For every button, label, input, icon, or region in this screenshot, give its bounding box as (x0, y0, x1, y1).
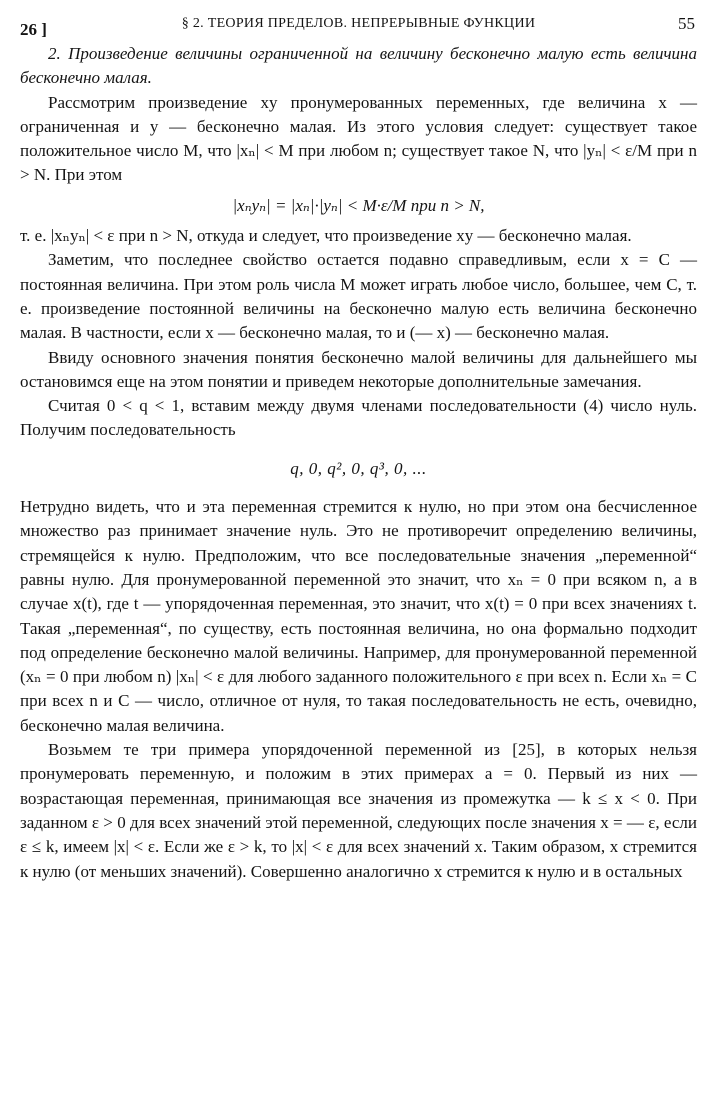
page-left-marker: 26 ] (20, 20, 47, 39)
formula-product-bound: |xₙyₙ| = |xₙ|·|yₙ| < M·ε/M при n > N, (232, 195, 485, 215)
section-title: § 2. ТЕОРИЯ ПРЕДЕЛОВ. НЕПРЕРЫВНЫЕ ФУНКЦИИ (181, 16, 536, 31)
paragraph-zero-values: Нетрудно видеть, что и эта переменная стремится к нулю, но при этом она бесчисленное множество раз принимает значение нуль. Это не противоречит определению величины, стремящейся к нулю. Предположим, что все последовательные значения „переменной“ равны нулю. Для пронумерованной переменной это значит, что xₙ = 0 при всяком n, а в случае x(t), где t — упорядоченная переменная, это значит, что x(t) = 0 при всех значениях t. Такая „переменная“, по существу, есть постоянная величина, но она формально подходит под определение бесконечно малой величины. Например, для пронумерованной переменной (xₙ = 0 при любом n) |xₙ| < ε для любого заданного положительного ε при всех n. Если xₙ = C при всех n и C — число, отличное от нуля, то такая последовательность не есть, очевидно, бесконечно малая величина. (20, 497, 697, 735)
paragraph-conclusion: т. е. |xₙyₙ| < ε при n > N, откуда и следует, что произведение xy — бесконечно малая. (20, 226, 632, 246)
paragraph-constant-remark: Заметим, что последнее свойство остается подавно справедливым, если x = C — постоянная величина. При этом роль числа M может играть любое число, большее, чем C, т. е. произведение постоянной величины на бесконечно малую есть величина бесконечно малая. В частности, если x — бесконечно малая, то и (— x) — бесконечно малая. (20, 250, 697, 343)
page-header (20, 12, 697, 42)
paragraph-examples: Возьмем те три примера упорядоченной переменной из [25], в которых нельзя пронумеровать переменную, и положим в этих примерах a = 0. Первый из них — возрастающая переменная, принимающая все значения из промежутка — k ≤ x < 0. При заданном ε > 0 для всех значений этой переменной, следующих после значения x = — ε, если ε ≤ k, имеем |x| < ε. Если же ε > k, то |x| < ε для всех значений x. Таким образом, x стремится к нулю (от меньших значений). Совершенно аналогично x стремится к нулю и в остальных (20, 740, 697, 881)
paragraph-proof: Рассмотрим произведение xy пронумерованных переменных, где величина x — ограниченная и y — бесконечно малая. Из этого условия следует: существует такое положительное число M, что |xₙ| < M при любом n; существует такое N, что |yₙ| < ε/M при n > N. При этом (20, 92, 697, 185)
theorem-statement: 2. Произведение величины ограниченной на величину бесконечно малую есть величина бесконечно малая. (20, 44, 697, 88)
paragraph-sequence-intro: Считая 0 < q < 1, вставим между двумя членами последовательности (4) число нуль. Получим последовательность (20, 396, 697, 440)
paragraph-importance: Ввиду основного значения понятия бесконечно малой величины для дальнейшего мы остановимся еще на этом понятии и приведем некоторые дополнительные замечания. (20, 347, 697, 391)
page-number: 55 (678, 14, 695, 33)
formula-sequence: q, 0, q², 0, q³, 0, ... (290, 458, 427, 478)
